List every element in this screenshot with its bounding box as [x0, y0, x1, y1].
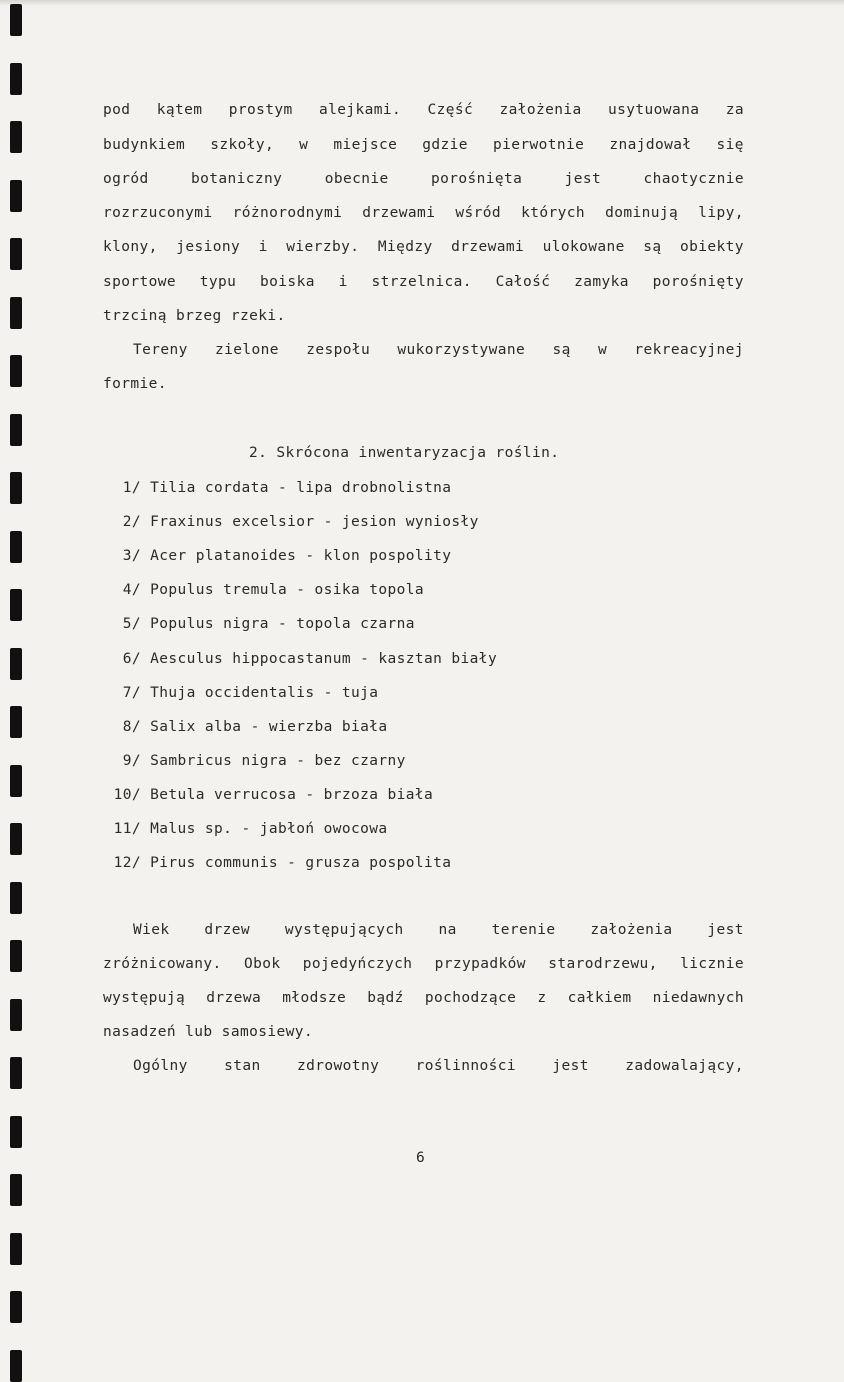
paragraph-1-line-2: budynkiem szkoły, w miejsce gdzie pierwotnie znajdował się	[103, 137, 744, 153]
binding-hole	[10, 1291, 22, 1323]
plant-list-item	[103, 478, 451, 498]
plant-list-item	[103, 717, 388, 737]
plant-list-number: 12/	[113, 855, 141, 871]
plant-list-number: 7/	[122, 685, 141, 701]
plant-list-item	[103, 819, 388, 839]
paragraph-1-line-6: sportowe typu boiska i strzelnica. Całość zamyka porośnięty	[103, 274, 744, 290]
plant-list-text: Salix alba - wierzba biała	[150, 719, 388, 735]
plant-list-number: 10/	[113, 787, 141, 803]
plant-list-text: Sambricus nigra - bez czarny	[150, 753, 406, 769]
paragraph-3-line-2: zróżnicowany. Obok pojedyńczych przypadków starodrzewu, licznie	[103, 956, 744, 972]
binding-hole	[10, 1233, 22, 1265]
plant-list-number: 5/	[122, 616, 141, 632]
plant-list-text: Populus tremula - osika topola	[150, 582, 425, 598]
page-number: 6	[416, 1150, 425, 1166]
plant-list-number: 3/	[122, 548, 141, 564]
plant-list-item	[103, 785, 433, 805]
plant-list-number: 9/	[122, 753, 141, 769]
paragraph-1-line-1: pod kątem prostym alejkami. Część założenia usytuowana za	[103, 102, 744, 118]
plant-list-number: 11/	[113, 821, 141, 837]
plant-list-item	[103, 512, 479, 532]
paragraph-3-line-4: nasadzeń lub samosiewy.	[103, 1024, 313, 1040]
plant-list-text: Malus sp. - jabłoń owocowa	[150, 821, 388, 837]
section-heading: 2. Skrócona inwentaryzacja roślin.	[249, 445, 560, 461]
plant-list-text: Thuja occidentalis - tuja	[150, 685, 379, 701]
paragraph-4-line-1: Ogólny stan zdrowotny roślinności jest zadowalający,	[133, 1058, 744, 1074]
plant-list-text: Pirus communis - grusza pospolita	[150, 855, 452, 871]
plant-list-item	[103, 614, 415, 634]
plant-list-number: 6/	[122, 651, 141, 667]
plant-list-item	[103, 751, 406, 771]
plant-list-text: Fraxinus excelsior - jesion wyniosły	[150, 514, 479, 530]
plant-list-text: Populus nigra - topola czarna	[150, 616, 415, 632]
plant-list-item	[103, 546, 451, 566]
plant-list-item	[103, 683, 378, 703]
plant-list-text: Betula verrucosa - brzoza biała	[150, 787, 434, 803]
plant-list-number: 8/	[122, 719, 141, 735]
paragraph-2-line-2: formie.	[103, 376, 167, 392]
plant-list-text: Aesculus hippocastanum - kasztan biały	[150, 651, 498, 667]
plant-list-item	[103, 580, 424, 600]
paragraph-1-line-3: ogród botaniczny obecnie porośnięta jest chaotycznie	[103, 171, 744, 187]
paragraph-1-line-7: trzciną brzeg rzeki.	[103, 308, 286, 324]
paragraph-2-line-1: Tereny zielone zespołu wukorzystywane są w rekreacyjnej	[133, 342, 744, 358]
plant-list-item	[103, 853, 451, 873]
plant-list-number: 1/	[122, 480, 141, 496]
paragraph-1-line-4: rozrzuconymi różnorodnymi drzewami wśród których dominują lipy,	[103, 205, 744, 221]
plant-list-number: 2/	[122, 514, 141, 530]
plant-list-number: 4/	[122, 582, 141, 598]
plant-list-text: Acer platanoides - klon pospolity	[150, 548, 452, 564]
plant-list-item	[103, 649, 497, 669]
binding-hole	[10, 1350, 22, 1382]
plant-list-text: Tilia cordata - lipa drobnolistna	[150, 480, 452, 496]
paragraph-3-line-1: Wiek drzew występujących na terenie założenia jest	[133, 922, 744, 938]
paragraph-3-line-3: występują drzewa młodsze bądź pochodzące z całkiem niedawnych	[103, 990, 744, 1006]
paragraph-1-line-5: klony, jesiony i wierzby. Między drzewami ulokowane są obiekty	[103, 239, 744, 255]
